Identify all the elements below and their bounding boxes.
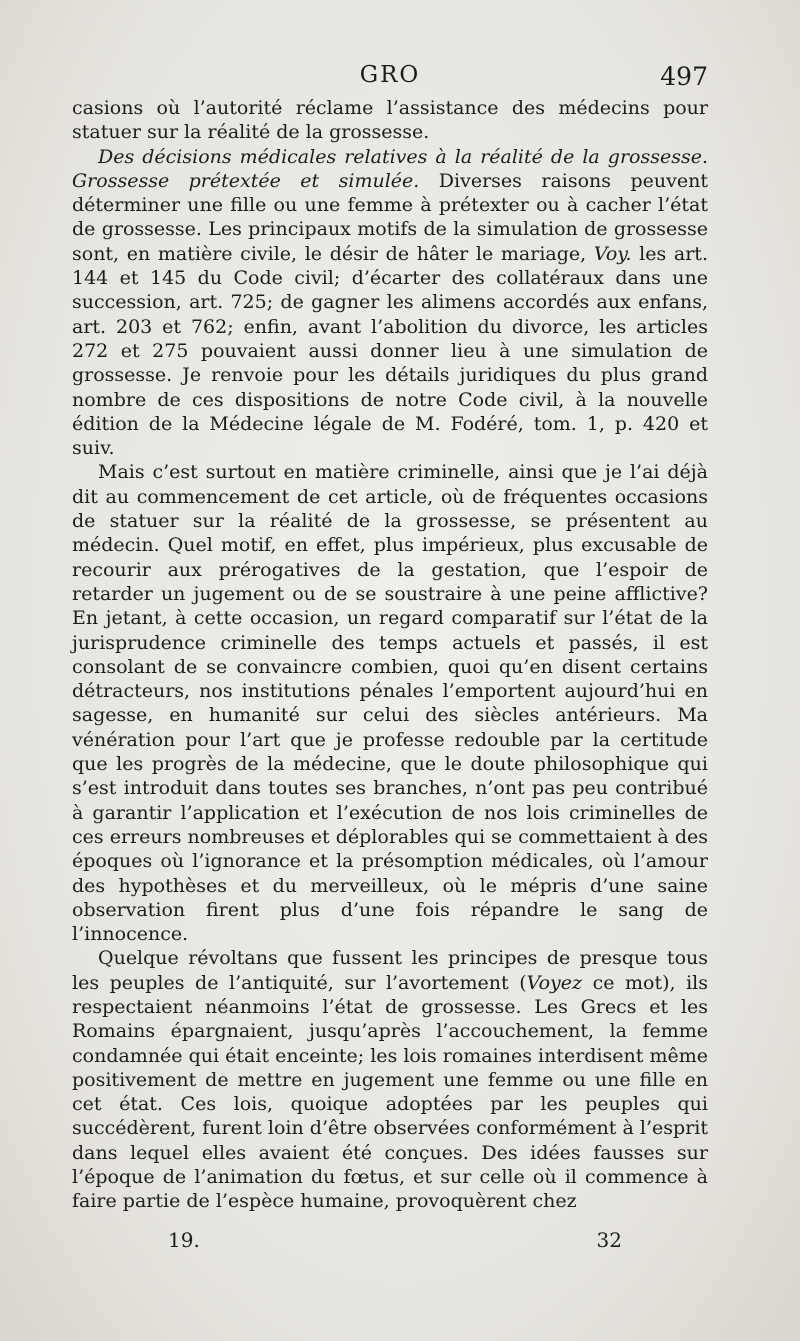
paragraph-3: [72, 460, 708, 946]
paragraph-3-text: Mais c’est surtout en matière criminelle, ainsi que je l’ai déjà dit au commencement de cet article, où de fréquentes occasions de statuer sur la réalité de la grossesse, se présentent au médecin. Quel motif, en effet, plus impérieux, plus excusable de recourir aux prérogatives de la gestation, que l’espoir de retarder un jugement ou de se soustraire à une peine afflictive? En jetant, à cette occasion, un regard comparatif sur l’état de la jurisprudence criminelle des temps actuels et passés, il est consolant de se convaincre combien, quoi qu’en disent certains détracteurs, nos institutions pénales l’emportent aujourd’hui en sagesse, en humanité sur celui des siècles antérieurs. Ma vénération pour l’art que je professe redouble par la certitude que les progrès de la médecine, que le doute philosophique qui s’est introduit dans toutes ses branches, n’ont pas peu contribué à garantir l’application et l’exécution de nos lois criminelles de ces erreurs nombreuses et déplorables qui se commettaient à des époques où l’ignorance et la présomption médicales, où l’amour des hypothèses et du merveilleux, où le mépris d’une saine observation firent plus d’une fois répandre le sang de l’innocence.: [72, 461, 708, 946]
footer-folio: 32: [596, 1228, 622, 1252]
running-header: [70, 62, 710, 98]
paragraph-4-text-a: Quelque révoltans que fussent les principes de presque tous les peuples de l’antiquité, sur l’avortement (: [72, 947, 708, 994]
reference-voy: Voy.: [593, 242, 632, 265]
paragraph-2-text-b: les art. 144 et 145 du Code civil; d’écarter des collatéraux dans une succession, art. 725; de gagner les alimens accordés aux enfans, art. 203 et 762; enfin, avant l’abolition du divorce, les articles 272 et 275 pouvaient aussi donner lieu à une simulation de grossesse. Je renvoie pour les détails juridiques du plus grand nombre de ces dispositions de notre Code civil, à la nouvelle édition de la Médecine légale de M. Fodéré, tom. 1, p. 420 et suiv.: [72, 242, 708, 460]
paragraph-2-text-a: Diverses raisons peuvent déterminer une fille ou une femme à prétexter ou à cacher l’état de grossesse. Les principaux motifs de la simulation de grossesse sont, en matière civile, le désir de hâter le mariage,: [72, 169, 708, 265]
paragraph-4: [72, 946, 708, 1213]
page-footer: [70, 1228, 710, 1258]
reference-voyez: Voyez: [526, 971, 583, 994]
paragraph-4-text-b: ce mot), ils respectaient néanmoins l’état de grossesse. Les Grecs et les Romains épargnaient, jusqu’après l’accouchement, la femme condamnée qui était enceinte; les lois romaines interdisent même positivement de mettre en jugement une femme ou une fille en cet état. Ces lois, quoique adoptées par les peuples qui succédèrent, furent loin d’être observées conformément à l’esprit dans lequel elles avaient été conçues. Des idées fausses sur l’époque de l’animation du fœtus, et sur celle où il commence à faire partie de l’espèce humaine, provoquèrent chez: [72, 971, 709, 1213]
paragraph-2: [72, 145, 708, 461]
running-head: GRO: [359, 62, 421, 88]
paragraph-1: [72, 96, 708, 145]
paragraph-1-text: casions où l’autorité réclame l’assistance des médecins pour statuer sur la réalité de la grossesse.: [72, 97, 708, 144]
section-heading: Des décisions médicales relatives à la réalité de la grossesse. Grossesse prétextée et simulée.: [72, 145, 708, 192]
body-text: [72, 96, 708, 1214]
signature-mark: 19.: [168, 1228, 200, 1252]
page-number: 497: [660, 62, 708, 91]
